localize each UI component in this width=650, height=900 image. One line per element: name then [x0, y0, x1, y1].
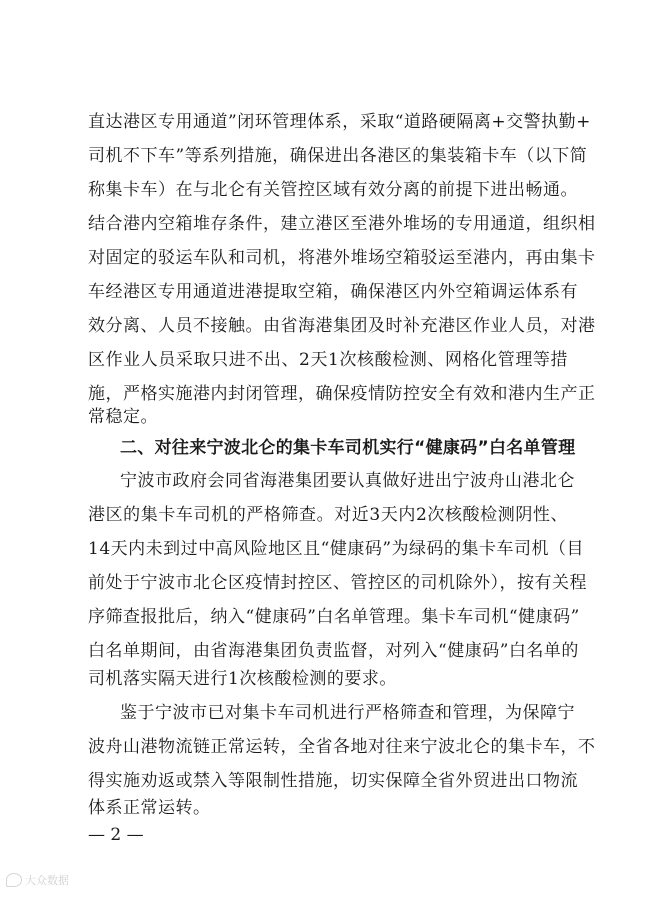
paragraph-line: 鉴于宁波市已对集卡车司机进行严格筛查和管理，为保障宁 — [120, 703, 575, 723]
paragraph-line: 司机不下车”等系列措施，确保进出各港区的集装箱卡车（以下简 — [88, 146, 588, 166]
paragraph-line: 体系正常运转。 — [88, 798, 211, 818]
watermark — [6, 872, 69, 888]
paragraph-line: 称集卡车）在与北仑有关管控区域有效分离的前提下进出畅通。 — [88, 180, 578, 200]
paragraph-line: 港区的集卡车司机的严格筛查。对近3天内2次核酸检测阴性、 — [88, 505, 568, 525]
paragraph-line: 常稳定。 — [88, 407, 158, 427]
paragraph-line: 车经港区专用通道进港提取空箱，确保港区内外空箱调运体系有 — [88, 282, 578, 302]
paragraph-line: 宁波市政府会同省海港集团要认真做好进出宁波舟山港北仑 — [120, 471, 575, 491]
paragraph-line: 白名单期间，由省海港集团负责监督，对列入“健康码”白名单的 — [88, 641, 579, 661]
page-number: — 2 — — [88, 825, 144, 845]
paragraph-line: 效分离、人员不接触。由省海港集团及时补充港区作业人员，对港 — [88, 316, 596, 336]
watermark-logo-icon — [6, 873, 22, 887]
paragraph-line: 司机落实隔天进行1次核酸检测的要求。 — [88, 669, 397, 689]
paragraph-line: 区作业人员采取只进不出、2天1次核酸检测、网格化管理等措 — [88, 350, 568, 370]
watermark-text: 大众数据 — [25, 874, 69, 887]
paragraph-line: 序筛查报批后，纳入“健康码”白名单管理。集卡车司机“健康码” — [88, 607, 580, 627]
paragraph-line: 得实施劝返或禁入等限制性措施，切实保障全省外贸进出口物流 — [88, 771, 578, 791]
paragraph-line: 对固定的驳运车队和司机，将港外堆场空箱驳运至港内，再由集卡 — [88, 248, 596, 268]
section-heading: 二、对往来宁波北仑的集卡车司机实行“健康码”白名单管理 — [120, 438, 576, 458]
paragraph-line: 结合港内空箱堆存条件，建立港区至港外堆场的专用通道，组织相 — [88, 214, 596, 234]
paragraph-line: 前处于宁波市北仑区疫情封控区、管控区的司机除外），按有关程 — [88, 573, 587, 593]
paragraph-line: 施，严格实施港内封闭管理，确保疫情防控安全有效和港内生产正 — [88, 384, 596, 404]
paragraph-line: 波舟山港物流链正常运转，全省各地对往来宁波北仑的集卡车，不 — [88, 737, 596, 757]
paragraph-line: 直达港区专用通道”闭环管理体系，采取“道路硬隔离+交警执勤+ — [88, 112, 591, 132]
paragraph-line: 14天内未到过中高风险地区且“健康码”为绿码的集卡车司机（目 — [88, 539, 585, 559]
